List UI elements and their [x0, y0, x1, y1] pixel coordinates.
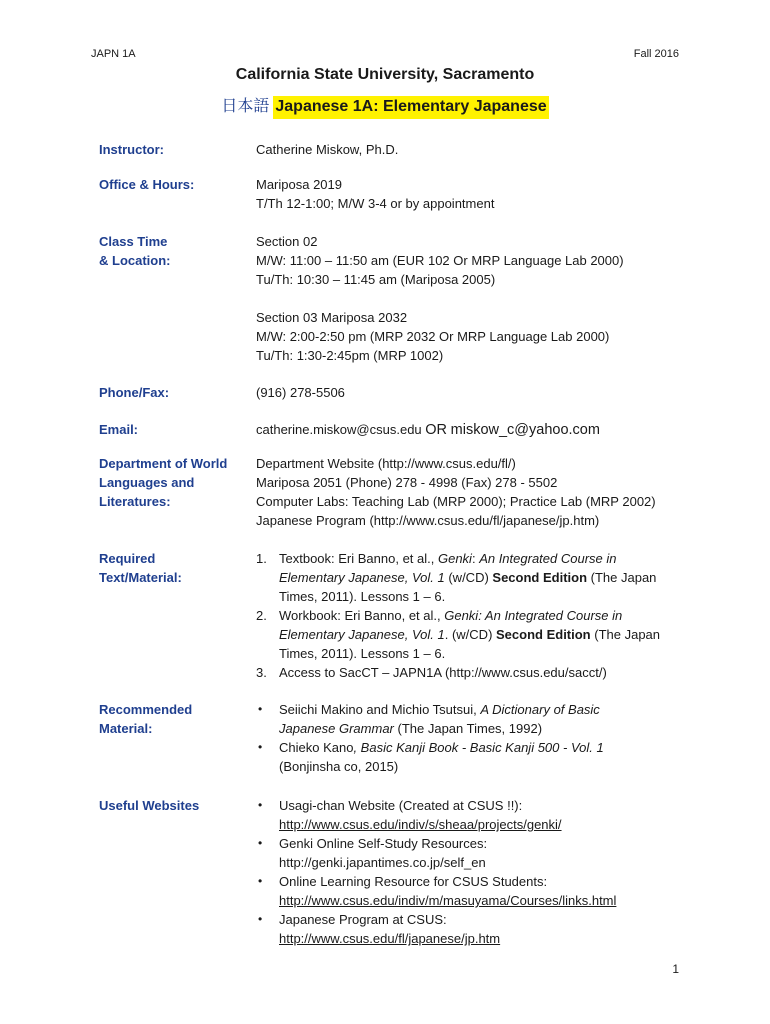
- required-item-text: (The Japan Times, 2011). Lessons 1 – 6.: [279, 627, 661, 661]
- website-title: Genki Online Self-Study Resources:: [279, 836, 488, 851]
- section02-line: M/W: 11:00 – 11:50 am (EUR 102 Or MRP Language Lab 2000): [256, 253, 624, 268]
- recommended-label-line: Recommended: [99, 702, 193, 717]
- required-item-text: Workbook: Eri Banno, et al.,: [279, 608, 445, 623]
- website-link[interactable]: http://genki.japantimes.co.jp/self_en: [279, 855, 486, 870]
- required-item: [256, 606, 676, 663]
- email-label: Email:: [99, 422, 139, 437]
- recommended-item-text: Seiichi Makino and Michio Tsutsui,: [279, 702, 481, 717]
- class-time-content: [256, 232, 696, 365]
- required-item-number: 1.: [256, 551, 267, 566]
- website-title: Japanese Program at CSUS:: [279, 912, 447, 927]
- department-content: [256, 454, 706, 530]
- recommended-label: [99, 700, 249, 738]
- email-secondary[interactable]: miskow_c@yahoo.com: [450, 422, 600, 438]
- required-item-number: 3.: [256, 665, 267, 680]
- website-link[interactable]: http://www.csus.edu/indiv/s/sheaa/projects/genki/: [279, 817, 562, 832]
- section02-line: Section 02: [256, 234, 318, 249]
- email-or: OR: [425, 422, 448, 438]
- department-label-line: Literatures:: [99, 494, 171, 509]
- required-item-text: (w/CD): [444, 570, 493, 585]
- office-content: [256, 175, 696, 213]
- required-item-number: 2.: [256, 608, 267, 623]
- recommended-label-line: Material:: [99, 721, 153, 736]
- recommended-item-text: (The Japan Times, 1992): [393, 721, 543, 736]
- department-label-line: Languages and: [99, 475, 195, 490]
- header-term: Fall 2016: [633, 48, 679, 60]
- course-title: [0, 93, 770, 116]
- section03-line: M/W: 2:00-2:50 pm (MRP 2032 Or MRP Language Lab 2000): [256, 329, 610, 344]
- required-item-bold: Second Edition: [496, 627, 591, 642]
- instructor-label: Instructor:: [99, 142, 164, 157]
- section03-line: Section 03 Mariposa 2032: [256, 310, 408, 325]
- website-title: Online Learning Resource for CSUS Students:: [279, 874, 548, 889]
- office-line: Mariposa 2019: [256, 177, 342, 192]
- website-item: [256, 910, 696, 948]
- required-content: [256, 549, 676, 682]
- required-item-text: :: [471, 551, 480, 566]
- bullet-icon: •: [258, 912, 263, 926]
- course-title-highlight: Japanese 1A: Elementary Japanese: [273, 96, 548, 119]
- required-item-italic: Genki: An Integrated Course in Elementary Japanese, Vol. 1: [279, 608, 623, 642]
- department-line: Japanese Program (http://www.csus.edu/fl/japanese/jp.htm): [256, 513, 600, 528]
- class-time-label-line: Class Time: [99, 234, 168, 249]
- university-title: California State University, Sacramento: [235, 66, 535, 83]
- recommended-item: [256, 738, 636, 776]
- required-item-italic: Genki: [437, 551, 472, 566]
- recommended-item: [256, 700, 636, 738]
- recommended-item-text: (Bonjinsha co, 2015): [279, 759, 399, 774]
- bullet-icon: •: [258, 874, 263, 888]
- recommended-item-text: Chieko Kano: [279, 740, 354, 755]
- phone-value: (916) 278-5506: [256, 385, 345, 400]
- required-label-line: Required: [99, 551, 156, 566]
- office-label: Office & Hours:: [99, 177, 195, 192]
- required-item-text: Access to SacCT – JAPN1A (http://www.csus.edu/sacct/): [279, 665, 607, 680]
- required-item: [256, 549, 676, 606]
- website-item: [256, 834, 696, 872]
- required-item-italic: An Integrated Course in Elementary Japanese, Vol. 1: [279, 551, 617, 585]
- department-line: Department Website (http://www.csus.edu/fl/): [256, 456, 516, 471]
- website-title: Usagi-chan Website (Created at CSUS !!):: [279, 798, 523, 813]
- required-label: [99, 549, 249, 587]
- required-item-text: . (w/CD): [444, 627, 497, 642]
- required-item-bold: Second Edition: [492, 570, 588, 585]
- class-time-label: [99, 232, 249, 270]
- instructor-name: Catherine Miskow, Ph.D.: [256, 142, 399, 157]
- required-item-text: (The Japan Times, 2011). Lessons 1 – 6.: [279, 570, 657, 604]
- section02-line: Tu/Th: 10:30 – 11:45 am (Mariposa 2005): [256, 272, 496, 287]
- required-item: [256, 663, 676, 682]
- websites-label: Useful Websites: [99, 798, 200, 813]
- required-label-line: Text/Material:: [99, 570, 182, 585]
- bullet-icon: •: [258, 702, 263, 716]
- section03-line: Tu/Th: 1:30-2:45pm (MRP 1002): [256, 348, 444, 363]
- department-line: Computer Labs: Teaching Lab (MRP 2000); Practice Lab (MRP 2002): [256, 494, 656, 509]
- required-item-text: Textbook: Eri Banno, et al.,: [279, 551, 438, 566]
- bullet-icon: •: [258, 740, 263, 754]
- page-number: 1: [672, 962, 679, 976]
- header-course: JAPN 1A: [91, 48, 136, 60]
- websites-content: [256, 796, 696, 948]
- recommended-item-italic: A Dictionary of Basic Japanese Grammar: [279, 702, 600, 736]
- department-label-line: Department of World: [99, 456, 228, 471]
- recommended-content: [256, 700, 636, 776]
- kanji-title: 日本語: [221, 98, 270, 115]
- email-content: [256, 420, 696, 440]
- department-line: Mariposa 2051 (Phone) 278 - 4998 (Fax) 278 - 5502: [256, 475, 558, 490]
- email-primary[interactable]: catherine.miskow@csus.edu: [256, 422, 422, 437]
- department-label: [99, 454, 249, 511]
- bullet-icon: •: [258, 798, 263, 812]
- office-line: T/Th 12-1:00; M/W 3-4 or by appointment: [256, 196, 495, 211]
- bullet-icon: •: [258, 836, 263, 850]
- class-time-label-line: & Location:: [99, 253, 171, 268]
- website-item: [256, 796, 696, 834]
- recommended-item-italic: , Basic Kanji Book - Basic Kanji 500 - Vol. 1: [353, 740, 604, 755]
- website-link[interactable]: http://www.csus.edu/indiv/m/masuyama/Courses/links.html: [279, 893, 617, 908]
- phone-label: Phone/Fax:: [99, 385, 170, 400]
- website-link[interactable]: http://www.csus.edu/fl/japanese/jp.htm: [279, 931, 501, 946]
- website-item: [256, 872, 696, 910]
